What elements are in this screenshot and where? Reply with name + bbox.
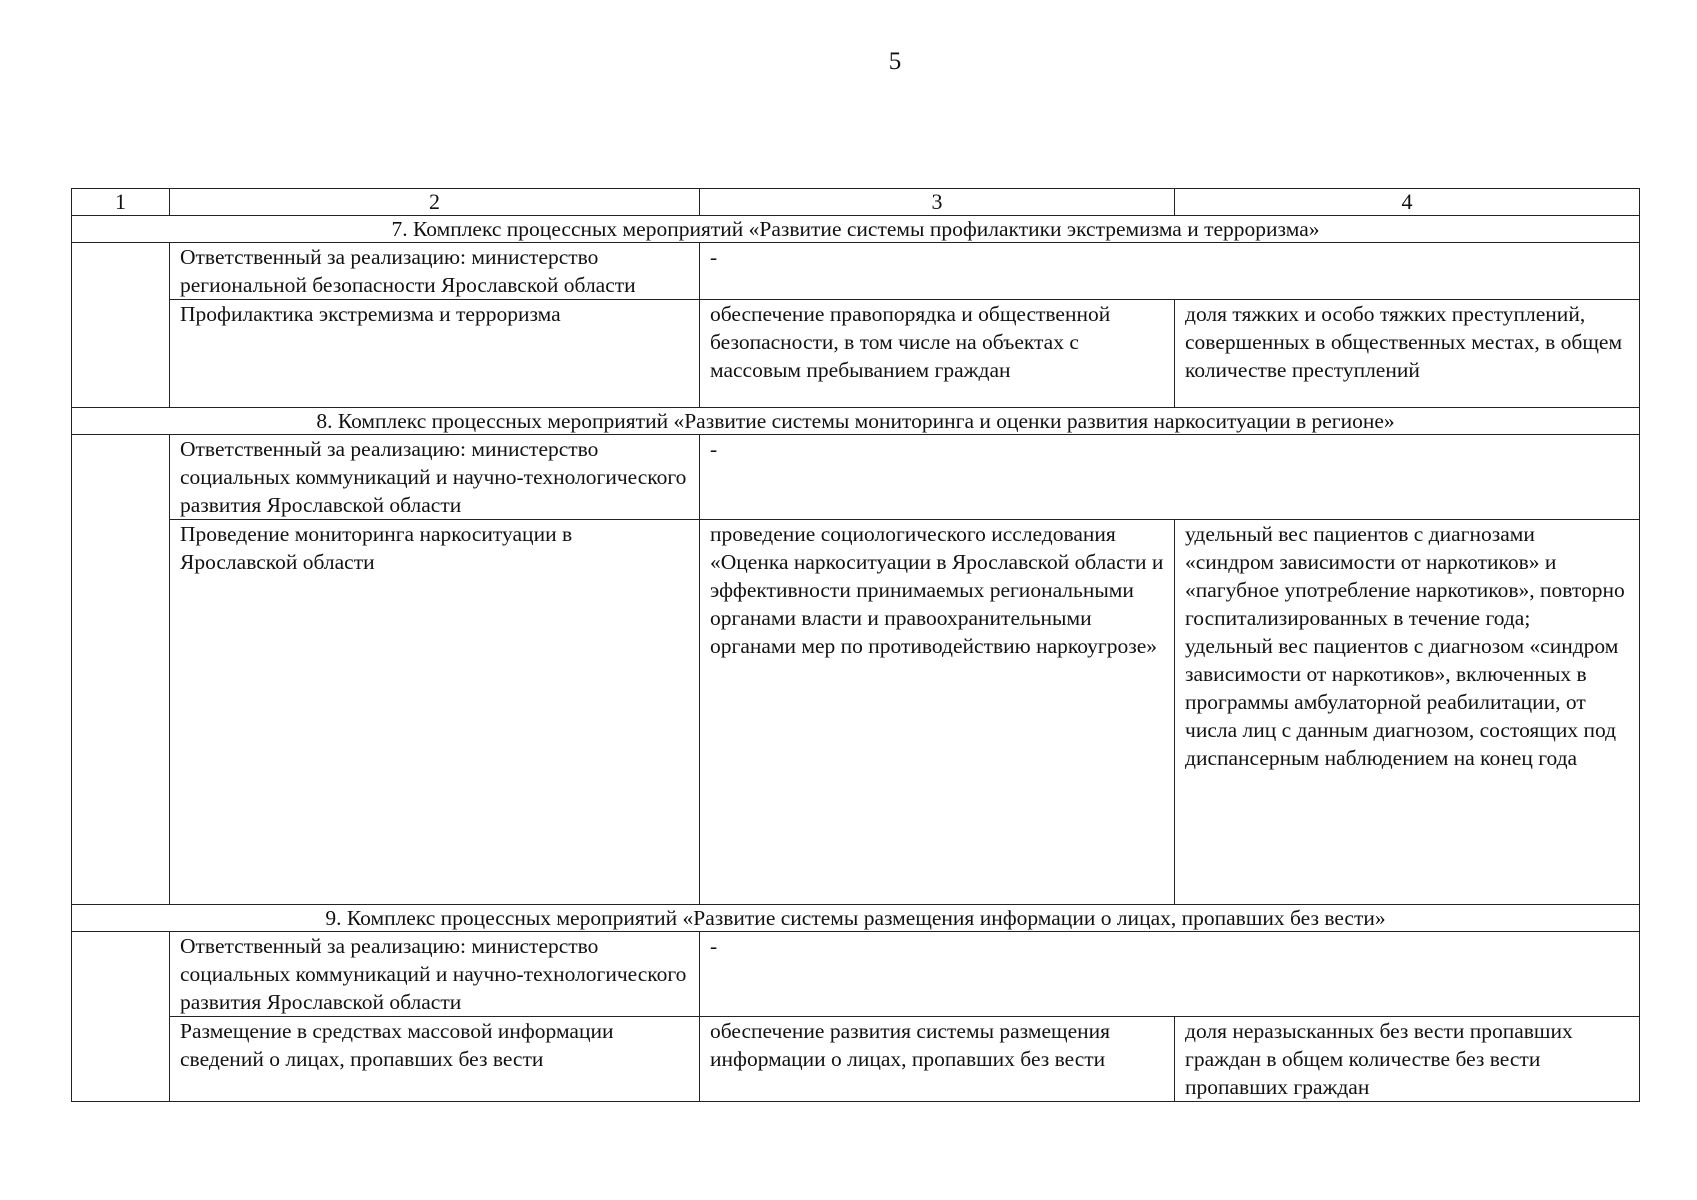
- responsible-text: Ответственный за реализацию: министерство социальных коммуникаций и научно-технологического развития Ярославской области: [170, 435, 700, 520]
- column-number-row: [72, 189, 1640, 216]
- task-text: Проведение мониторинга наркоситуации в Ярославской области: [170, 520, 700, 905]
- section-title: 8. Комплекс процессных мероприятий «Развитие системы мониторинга и оценки развития наркоситуации в регионе»: [72, 408, 1640, 435]
- column-header-2: 2: [170, 189, 700, 216]
- indicator-text: [1175, 520, 1640, 905]
- task-row: [72, 300, 1640, 408]
- task-text: Профилактика экстремизма и терроризма: [170, 300, 700, 408]
- effect-text: обеспечение правопорядка и общественной безопасности, в том числе на объектах с массовым пребыванием граждан: [700, 300, 1175, 408]
- effect-text: проведение социологического исследования «Оценка наркоситуации в Ярославской области и эффективности принимаемых региональными органами власти и правоохранительными органами мер по противодействию наркоугрозе»: [700, 520, 1175, 905]
- responsible-value: -: [700, 435, 1640, 520]
- responsible-value: -: [700, 932, 1640, 1017]
- responsible-value: -: [700, 243, 1640, 300]
- section-title: 9. Комплекс процессных мероприятий «Развитие системы размещения информации о лицах, пропавших без вести»: [72, 905, 1640, 932]
- indicator-part-2: удельный вес пациентов с диагнозом «синдром зависимости от наркотиков», включенных в программы амбулаторной реабилитации, от числа лиц с данным диагнозом, состоящих под диспансерным наблюдением на конец года: [1185, 634, 1619, 770]
- section-title: 7. Комплекс процессных мероприятий «Развитие системы профилактики экстремизма и терроризма»: [72, 216, 1640, 243]
- responsible-row: [72, 932, 1640, 1017]
- task-text: Размещение в средствах массовой информации сведений о лицах, пропавших без вести: [170, 1017, 700, 1102]
- responsible-text: Ответственный за реализацию: министерство региональной безопасности Ярославской области: [170, 243, 700, 300]
- empty-number-cell: [72, 435, 170, 905]
- effect-text: обеспечение развития системы размещения информации о лицах, пропавших без вести: [700, 1017, 1175, 1102]
- indicator-part-1: удельный вес пациентов с диагнозами «синдром зависимости от наркотиков» и «пагубное употребление наркотиков», повторно госпитализированных в течение года;: [1185, 522, 1625, 630]
- indicator-text: доля тяжких и особо тяжких преступлений, совершенных в общественных местах, в общем количестве преступлений: [1175, 300, 1640, 408]
- section-title-row: [72, 408, 1640, 435]
- page-number: 5: [888, 48, 902, 75]
- task-row: [72, 520, 1640, 905]
- responsible-row: [72, 435, 1640, 520]
- column-header-1: 1: [72, 189, 170, 216]
- responsible-text: Ответственный за реализацию: министерство социальных коммуникаций и научно-технологического развития Ярославской области: [170, 932, 700, 1017]
- column-header-4: 4: [1175, 189, 1640, 216]
- column-header-3: 3: [700, 189, 1175, 216]
- task-row: [72, 1017, 1640, 1102]
- section-title-row: [72, 216, 1640, 243]
- indicator-text: доля неразысканных без вести пропавших граждан в общем количестве без вести пропавших граждан: [1175, 1017, 1640, 1102]
- empty-number-cell: [72, 932, 170, 1102]
- empty-number-cell: [72, 243, 170, 408]
- section-title-row: [72, 905, 1640, 932]
- measures-table: [71, 188, 1640, 1102]
- responsible-row: [72, 243, 1640, 300]
